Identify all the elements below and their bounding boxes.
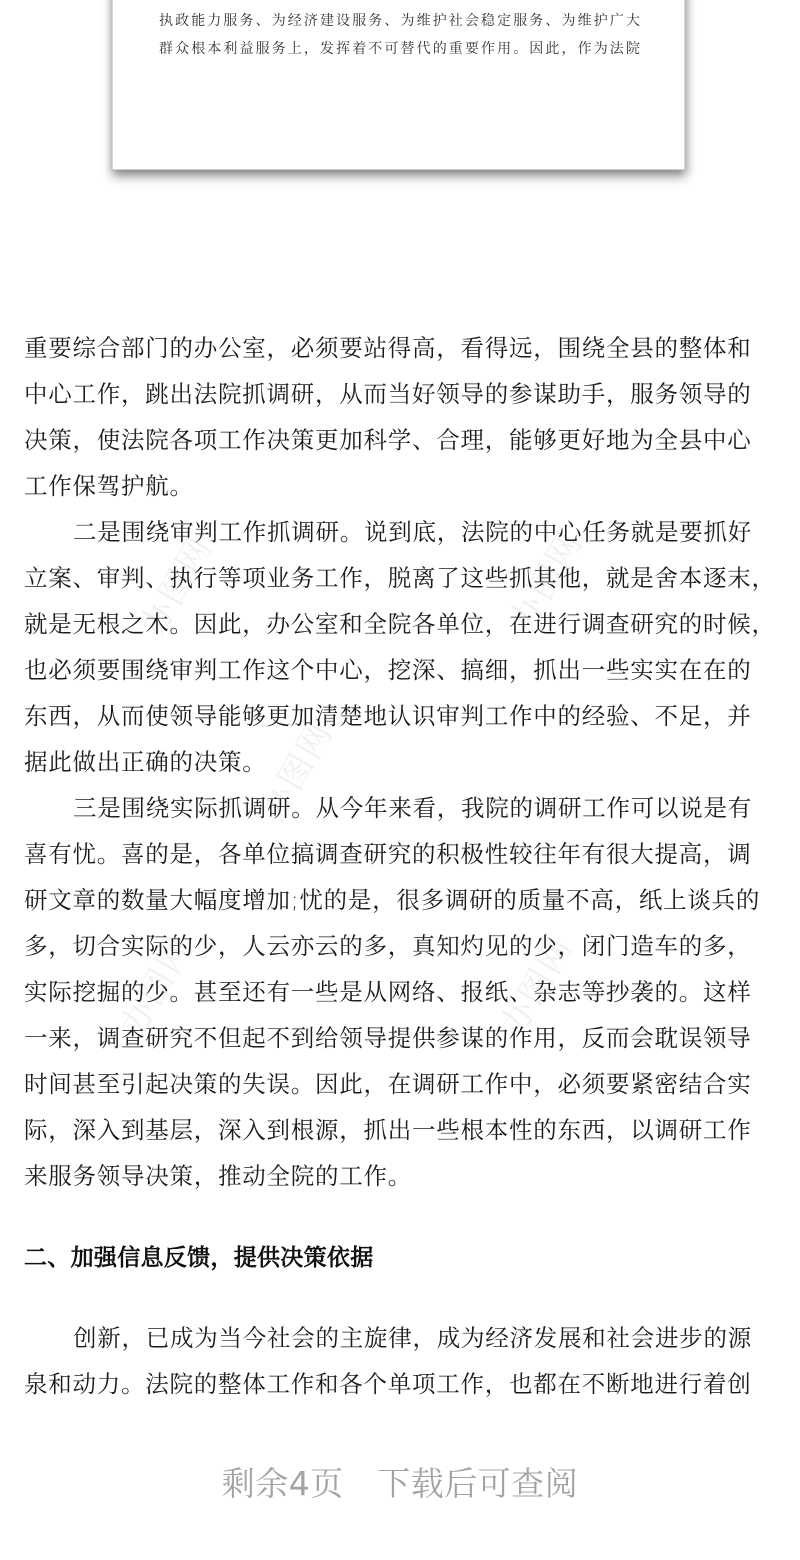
text-line: 就是无根之木。因此，办公室和全院各单位，在进行调查研究的时候，: [24, 610, 776, 638]
paragraph: [24, 509, 784, 785]
text-line: 一来，调查研究不但起不到给领导提供参谋的作用，反而会耽误领导: [24, 1024, 752, 1052]
page-preview-card: [112, 0, 685, 170]
section-heading: 二、加强信息反馈，提供决策依据: [24, 1245, 374, 1271]
watermark: 办图网: [112, 929, 202, 1044]
text-line: 喜有忧。喜的是，各单位搞调查研究的积极性较往年有很大提高，调: [24, 840, 752, 868]
text-line: 际，深入到基层，深入到根源，抓出一些根本性的东西，以调研工作: [24, 1116, 752, 1144]
text-line: 东西，从而使领导能够更加清楚地认识审判工作中的经验、不足，并: [24, 702, 752, 730]
text-line: 泉和动力。法院的整体工作和各个单项工作，也都在不断地进行着创: [24, 1370, 752, 1398]
watermark: 办图网: [252, 714, 342, 829]
text-line: 多，切合实际的少，人云亦云的多，真知灼见的少，闭门造车的多，: [24, 932, 752, 960]
paragraph: [24, 1315, 784, 1407]
text-line: 实际挖掘的少。甚至还有一些是从网络、报纸、杂志等抄袭的。这样: [24, 978, 752, 1006]
text-line: 创新，已成为当今社会的主旋律，成为经济发展和社会进步的源: [73, 1324, 752, 1352]
text-line: 据此做出正确的决策。: [24, 748, 267, 776]
document-body: [24, 325, 784, 1199]
text-line: 二是围绕审判工作抓调研。说到底，法院的中心任务就是要抓好: [73, 518, 752, 546]
text-line: 工作保驾护航。: [24, 472, 194, 500]
paragraph: [24, 785, 784, 1199]
text-line: 时间甚至引起决策的失误。因此，在调研工作中，必须要紧密结合实: [24, 1070, 752, 1098]
document-body-continued: [24, 1315, 784, 1407]
preview-card-text: [159, 7, 649, 63]
watermark: 办图网: [502, 524, 592, 639]
paragraph: [24, 325, 784, 509]
text-line: 决策，使法院各项工作决策更加科学、合理，能够更好地为全县中心: [24, 426, 752, 454]
remaining-pages-download-prompt[interactable]: 剩余4页 下载后可查阅: [221, 1464, 579, 1503]
preview-line: 执政能力服务、为经济建设服务、为维护社会稳定服务、为维护广大: [159, 13, 642, 29]
watermark: 办图网: [132, 529, 222, 644]
watermark: 办图网: [492, 929, 582, 1044]
text-line: 来服务领导决策，推动全院的工作。: [24, 1162, 412, 1190]
text-line: 重要综合部门的办公室，必须要站得高，看得远，围绕全县的整体和: [24, 334, 752, 362]
preview-line: 群众根本利益服务上，发挥着不可替代的重要作用。因此，作为法院: [159, 41, 642, 57]
text-line: 中心工作，跳出法院抓调研，从而当好领导的参谋助手，服务领导的: [24, 380, 752, 408]
text-line: 立案、审判、执行等项业务工作，脱离了这些抓其他，就是舍本逐末，: [24, 564, 776, 592]
text-line: 三是围绕实际抓调研。从今年来看，我院的调研工作可以说是有: [73, 794, 752, 822]
text-line: 研文章的数量大幅度增加;忧的是，很多调研的质量不高，纸上谈兵的: [24, 886, 761, 914]
text-line: 也必须要围绕审判工作这个中心，挖深、搞细，抓出一些实实在在的: [24, 656, 752, 684]
